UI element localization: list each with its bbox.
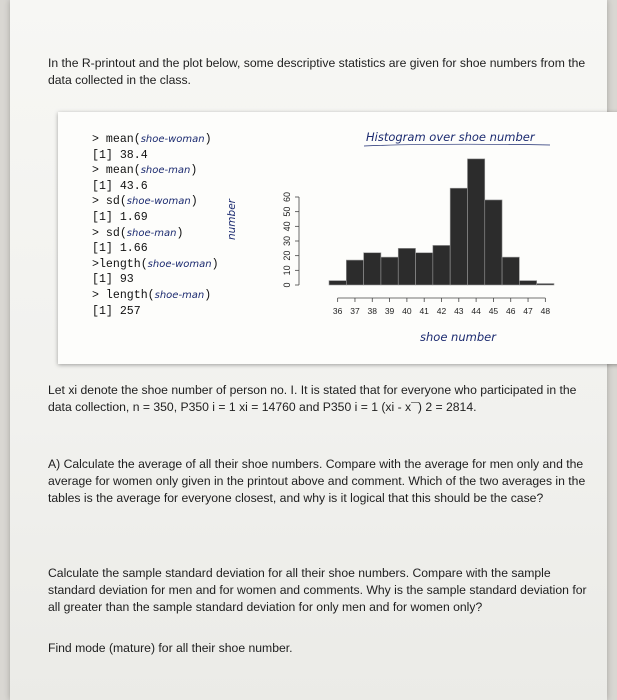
r-code: ): [176, 226, 184, 240]
x-axis-label: shoe number: [420, 330, 496, 344]
histogram-bar: [537, 284, 554, 285]
r-code: > mean(: [92, 164, 141, 178]
r-code: ): [211, 257, 219, 271]
intro-text: In the R-printout and the plot below, some descriptive statistics are given for shoe numbers from the data collected in the class.: [48, 56, 586, 87]
y-tick-label: 20: [282, 250, 292, 261]
r-code: [1] 93: [92, 273, 134, 287]
x-tick-label: 47: [523, 306, 533, 316]
r-code: [1] 257: [92, 304, 141, 318]
question-b: Calculate the sample standard deviation for all their shoe numbers. Compare with the sample standard deviation for men and for women and comments. Why is the sample standard deviation for all greater than the sample standard deviation for only men and for women only?: [48, 566, 587, 614]
question-c: Find mode (mature) for all their shoe number.: [48, 641, 293, 655]
handwritten-arg: shoe-woman: [126, 196, 191, 208]
y-tick-label: 50: [282, 206, 292, 217]
histogram-bar: [364, 253, 381, 285]
r-code: > sd(: [92, 195, 127, 209]
y-tick-label: 0: [282, 282, 292, 288]
x-tick-label: 48: [540, 306, 551, 316]
r-code: >length(: [92, 257, 148, 271]
histogram-title: Histogram over shoe number: [366, 130, 535, 144]
handwritten-arg: shoe-man: [154, 289, 205, 301]
histogram-bar: [467, 159, 484, 285]
y-tick-label: 60: [282, 191, 292, 203]
y-tick-label: 10: [282, 265, 292, 276]
paper-sheet: [10, 0, 607, 700]
x-tick-label: 46: [505, 306, 516, 316]
x-tick-label: 42: [436, 306, 447, 316]
histogram-bar: [416, 253, 433, 285]
r-code: > mean(: [92, 133, 141, 146]
question-a: A) Calculate the average of all their shoe numbers. Compare with the average for men only and the average for women only given in the printout above and comment. Which of the two averages in the tables is the average for everyone closest, and why is it logical that this should be the case?: [48, 457, 586, 505]
histogram-bar: [450, 188, 467, 285]
x-tick-label: 43: [454, 306, 464, 316]
handwritten-arg: shoe-man: [126, 227, 177, 239]
histogram-chart: [58, 112, 617, 364]
x-tick-label: 39: [384, 306, 395, 316]
histogram-bar: [519, 281, 536, 285]
x-tick-label: 41: [419, 306, 429, 316]
r-code: ): [190, 164, 198, 178]
r-code: [1] 1.69: [92, 210, 148, 224]
x-tick-label: 44: [471, 306, 481, 316]
r-code: [1] 1.66: [92, 242, 148, 256]
histogram-bar: [398, 248, 415, 285]
r-code: > length(: [92, 288, 155, 302]
paragraph-definition: Let xi denote the shoe number of person no. I. It is stated that for everyone who participated in the data collection, n = 350, P350 i = 1 xi = 14760 and P350 i = 1 (xi - x¯) 2 = 2814.: [48, 383, 577, 414]
y-axis-label: number: [226, 199, 238, 240]
histogram-bar: [485, 200, 502, 285]
r-code: [1] 38.4: [92, 148, 148, 162]
x-tick-label: 45: [488, 306, 499, 316]
x-tick-label: 38: [367, 306, 378, 316]
y-tick-label: 30: [282, 235, 292, 247]
r-code: ): [190, 195, 198, 209]
title-underline: [364, 144, 550, 146]
y-tick-label: 40: [282, 221, 292, 232]
r-code: [1] 43.6: [92, 179, 148, 193]
r-code: > sd(: [92, 226, 127, 240]
handwritten-arg: shoe-woman: [147, 258, 212, 270]
printout-card: [58, 112, 617, 364]
x-tick-label: 36: [332, 306, 343, 316]
x-tick-label: 40: [402, 306, 412, 316]
histogram-bar: [381, 257, 398, 285]
handwritten-arg: shoe-woman: [140, 134, 205, 145]
histogram-bar: [433, 245, 450, 285]
histogram-bar: [502, 257, 519, 285]
handwritten-arg: shoe-man: [140, 165, 191, 177]
histogram-bar: [346, 260, 363, 285]
r-code: ): [204, 288, 212, 302]
x-tick-label: 37: [350, 306, 360, 316]
histogram-bar: [329, 281, 346, 285]
r-code: ): [204, 133, 212, 146]
